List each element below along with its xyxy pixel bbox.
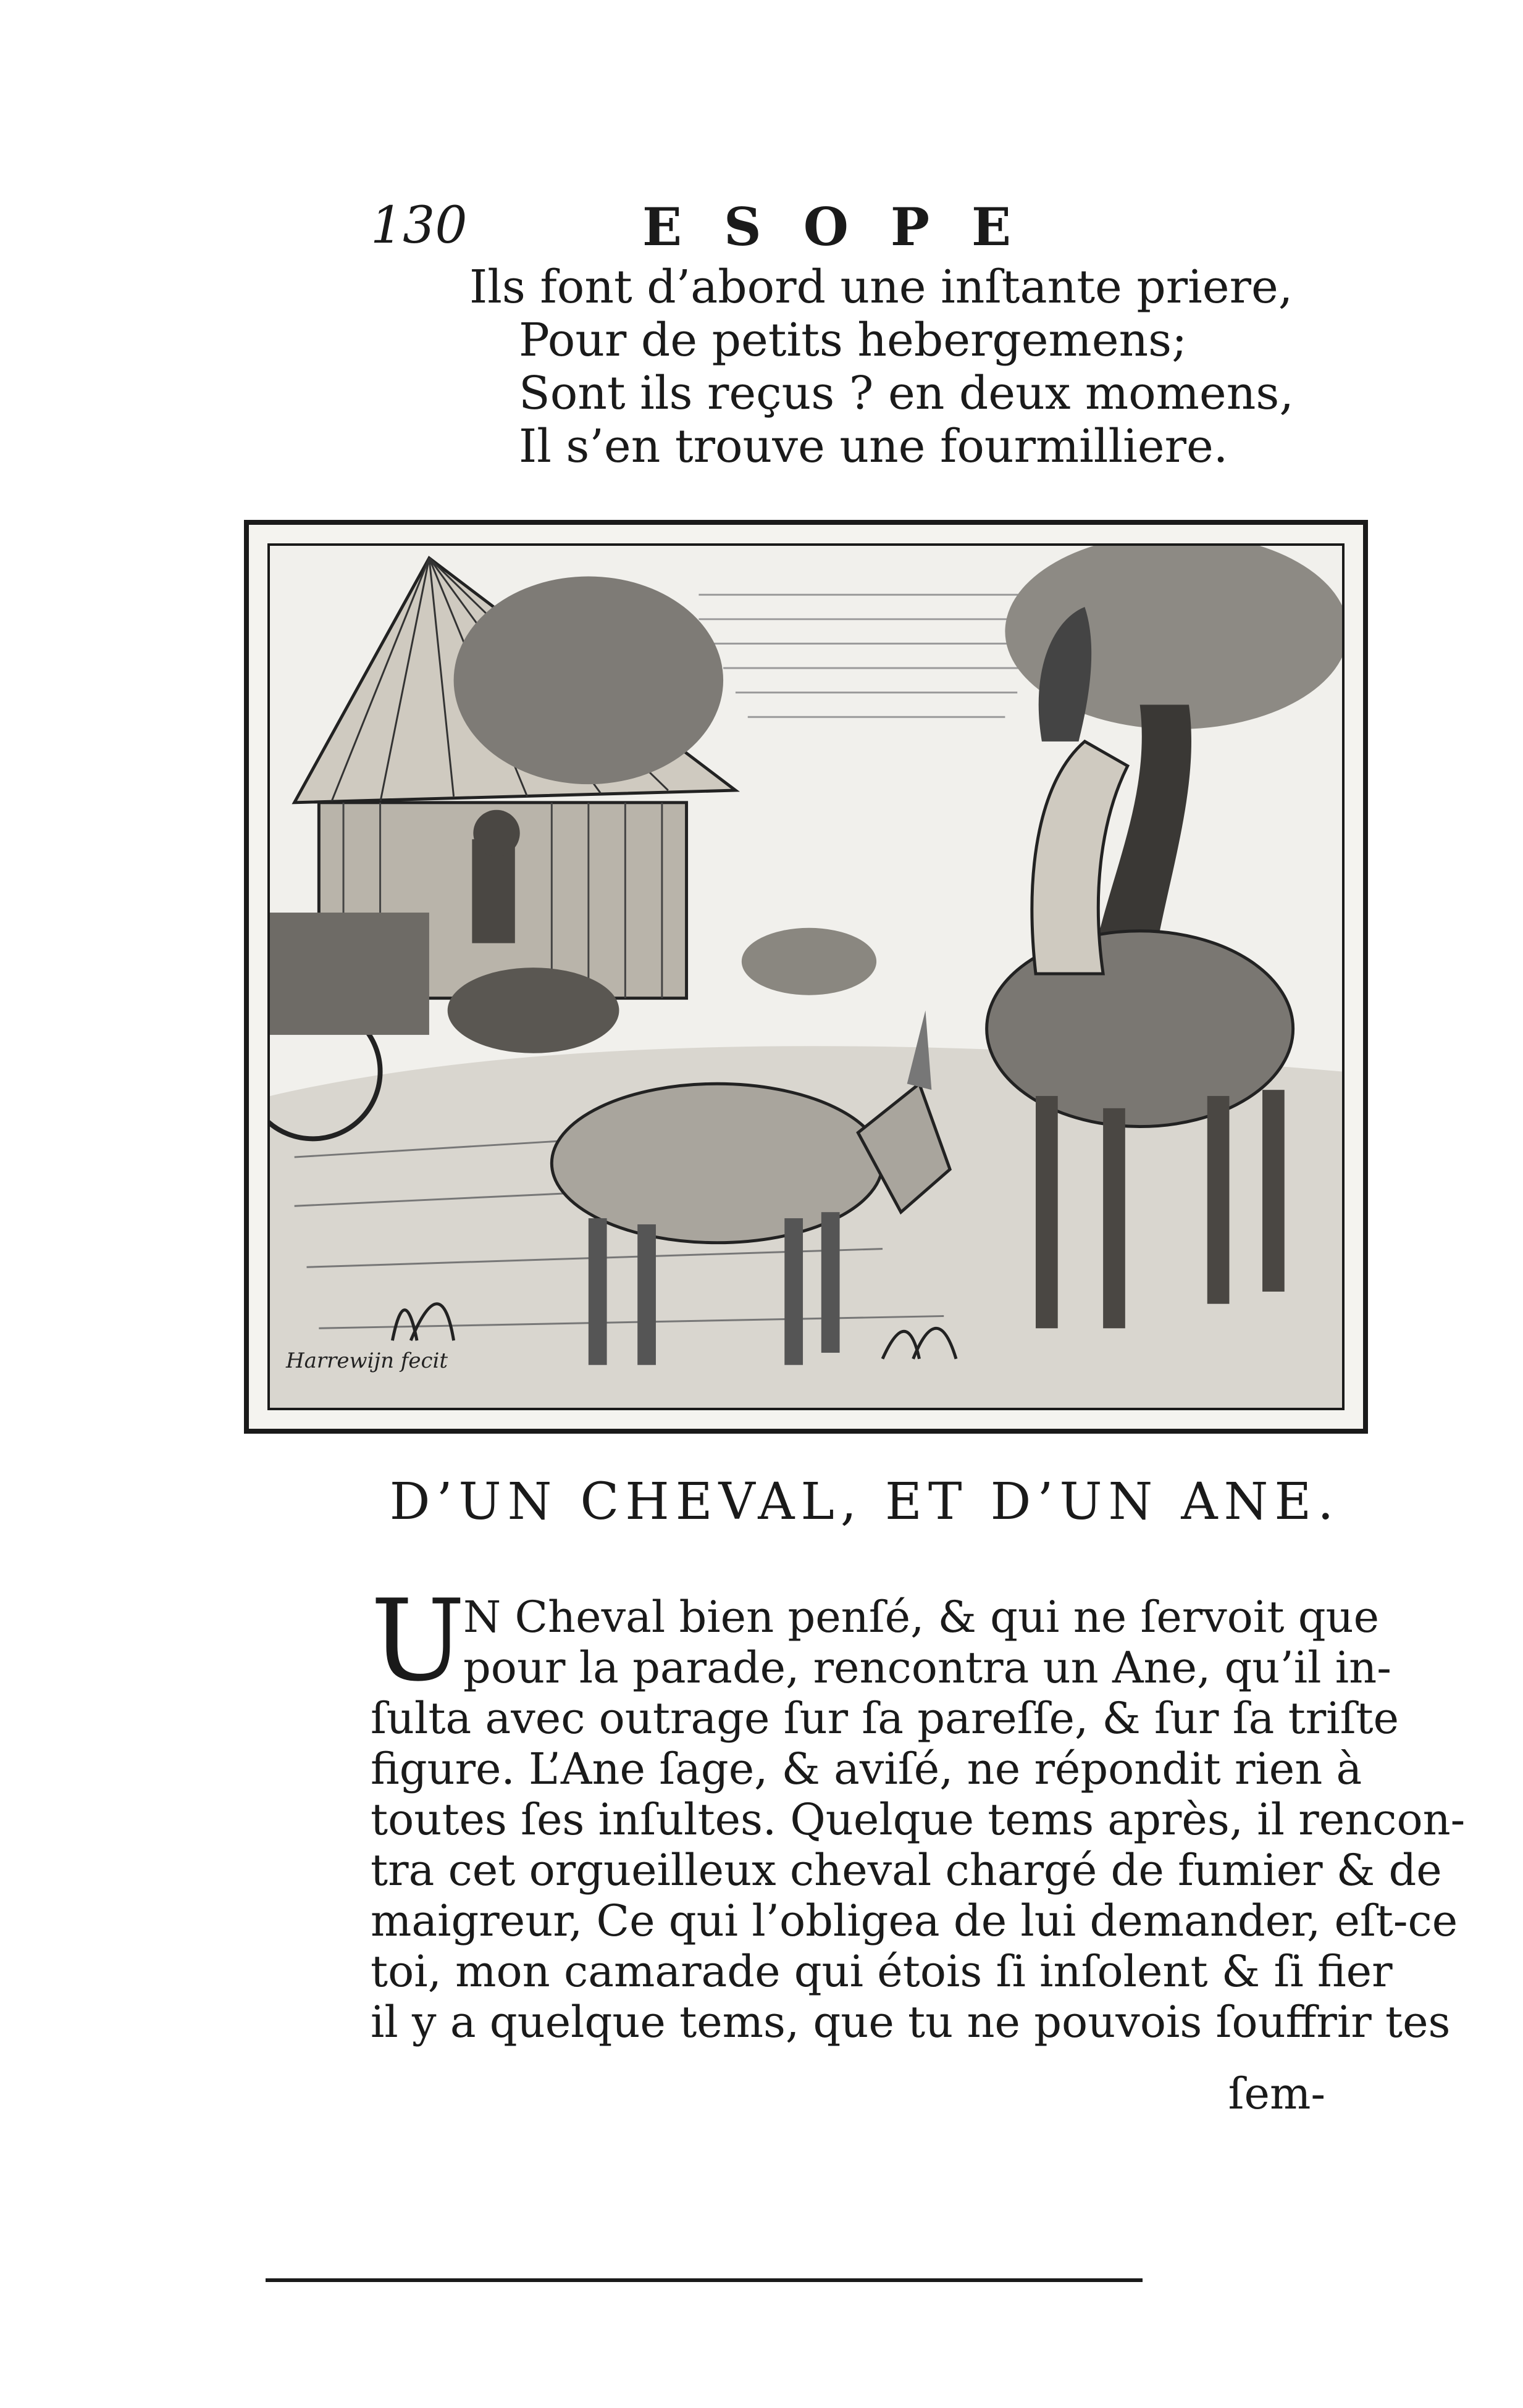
body-line: figure. L’Ane ſage, & aviſé, ne répondit rien à bbox=[371, 1744, 1362, 1794]
body-line: pour la parade, rencontra un Ane, qu’il in- bbox=[463, 1642, 1391, 1693]
bottom-rule bbox=[266, 2278, 1143, 2282]
verse-stanza bbox=[469, 261, 1303, 473]
engraver-signature: Harrewijn fecit bbox=[286, 1348, 448, 1373]
catchword: ſem- bbox=[1228, 2068, 1325, 2119]
fable-body bbox=[371, 1575, 1466, 2047]
body-line: toi, mon camarade qui étois ſi inſolent & ſi fier bbox=[371, 1946, 1393, 1997]
body-line: toutes ſes inſultes. Quelque tems après, il rencon- bbox=[371, 1794, 1466, 1845]
page-header bbox=[371, 196, 1359, 264]
body-line: ſulta avec outrage ſur ſa pareſſe, & ſur ſa triſte bbox=[371, 1693, 1399, 1744]
body-line: il y a quelque tems, que tu ne pouvois ſouffrir tes bbox=[371, 1997, 1451, 2047]
engraving-illustration bbox=[244, 520, 1368, 1434]
verse-line: Sont ils reçus ? en deux momens, bbox=[519, 367, 1294, 420]
verse-line: Pour de petits hebergemens; bbox=[519, 314, 1188, 367]
body-line: N Cheval bien penſé, & qui ne ſervoit que bbox=[463, 1592, 1380, 1642]
verse-line: Ils font d’abord une inſtante priere, bbox=[469, 261, 1293, 314]
engraving-plate bbox=[267, 543, 1345, 1410]
drop-cap: U bbox=[371, 1575, 466, 1706]
running-title: ESOPE bbox=[642, 196, 1054, 257]
engraving-scene bbox=[270, 546, 1342, 1408]
verse-line: Il s’en trouve une fourmilliere. bbox=[519, 420, 1228, 473]
page-number: 130 bbox=[371, 196, 468, 255]
fable-title: D’UN CHEVAL, ET D’UN ANE. bbox=[389, 1473, 1340, 1531]
body-line: maigreur, Ce qui l’obligea de lui demander, eſt-ce bbox=[371, 1896, 1458, 1946]
body-line: tra cet orgueilleux cheval chargé de fumier & de bbox=[371, 1845, 1442, 1896]
